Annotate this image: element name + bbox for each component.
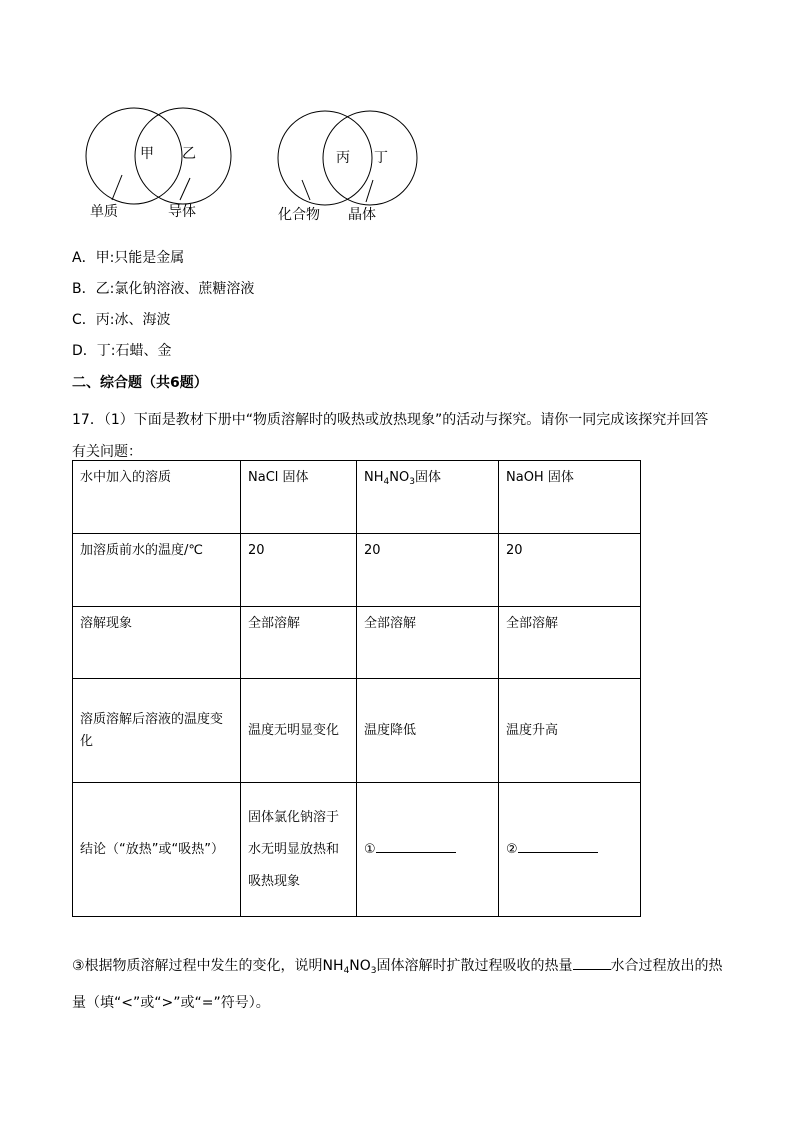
option-b: B．乙:氯化钠溶液、蔗糖溶液	[72, 281, 255, 297]
table-cell: 全部溶解	[357, 607, 499, 679]
subscript: 4	[343, 966, 350, 976]
question-17: 17．（1）下面是教材下册中“物质溶解时的吸热或放热现象”的活动与探究。请你一同完成该探究并回答有关问题：	[72, 412, 709, 460]
table-row-conclusion	[73, 783, 641, 917]
para-text: 固体溶解时扩散过程吸收的热量	[376, 958, 573, 974]
header-text: NO	[389, 470, 410, 485]
venn-label-jingti: 晶体	[348, 207, 376, 223]
venn-diagrams	[70, 100, 430, 235]
blank-marker: ①	[364, 842, 376, 857]
venn-label-danzhi: 单质	[90, 204, 118, 220]
table-cell: 20	[357, 534, 499, 607]
table-header-row	[73, 461, 641, 534]
table-cell: 温度降低	[357, 679, 499, 783]
venn-label-jia: 甲	[140, 146, 154, 162]
header-cell: 水中加入的溶质	[73, 461, 241, 534]
table-cell: 温度无明显变化	[241, 679, 357, 783]
venn-label-ding: 丁	[374, 150, 388, 166]
table-cell: 溶解现象	[73, 607, 241, 679]
answer-cell-1	[357, 783, 499, 917]
section-title: 二、综合题（共6题）	[72, 375, 208, 391]
header-text: NH	[364, 470, 384, 485]
subscript: 3	[370, 966, 377, 976]
venn-label-huahewu: 化合物	[278, 207, 320, 223]
para-text: ③根据物质溶解过程中发生的变化，说明NH	[72, 958, 344, 974]
subscript: 4	[383, 477, 390, 487]
table-cell: 全部溶解	[241, 607, 357, 679]
answer-blank-2[interactable]	[518, 838, 598, 853]
option-a: A．甲:只能是金属	[72, 250, 185, 266]
answer-blank-1[interactable]	[376, 838, 456, 853]
table-cell: 20	[241, 534, 357, 607]
table-cell: 全部溶解	[499, 607, 641, 679]
pointer-right-a	[302, 180, 310, 200]
experiment-table	[72, 460, 641, 917]
para-text: NO	[349, 958, 371, 974]
answer-cell-2	[499, 783, 641, 917]
blank-marker: ②	[506, 842, 518, 857]
table-cell: 固体氯化钠溶于水无明显放热和吸热现象	[241, 783, 357, 917]
header-text: 固体	[414, 470, 441, 485]
table-cell: 加溶质前水的温度/℃	[73, 534, 241, 607]
table-row	[73, 607, 641, 679]
question-part-3	[72, 950, 732, 1019]
pointer-left-b	[180, 178, 190, 200]
table-cell: 结论（“放热”或“吸热”）	[73, 783, 241, 917]
table-row	[73, 534, 641, 607]
para-text: 水合过程放出的热量（填“<”或“>”或“=”符号）。	[72, 958, 723, 1011]
table-cell: 温度升高	[499, 679, 641, 783]
circle-left-a	[86, 108, 182, 204]
header-cell: NaCl 固体	[241, 461, 357, 534]
venn-label-daoti: 导体	[168, 204, 196, 220]
subscript: 3	[409, 477, 415, 487]
option-d: D．丁:石蜡、金	[72, 343, 172, 359]
option-c: C．丙:冰、海波	[72, 312, 171, 328]
circle-right-a	[278, 111, 372, 205]
venn-label-bing: 丙	[336, 150, 350, 166]
answer-blank-3[interactable]	[573, 955, 611, 970]
table-row	[73, 679, 641, 783]
header-cell	[357, 461, 499, 534]
venn-label-yi: 乙	[182, 146, 196, 162]
venn-svg	[70, 100, 430, 235]
header-cell: NaOH 固体	[499, 461, 641, 534]
table-cell: 20	[499, 534, 641, 607]
pointer-right-b	[366, 180, 373, 202]
pointer-left-a	[112, 175, 122, 200]
table-cell: 溶质溶解后溶液的温度变化	[73, 679, 241, 783]
